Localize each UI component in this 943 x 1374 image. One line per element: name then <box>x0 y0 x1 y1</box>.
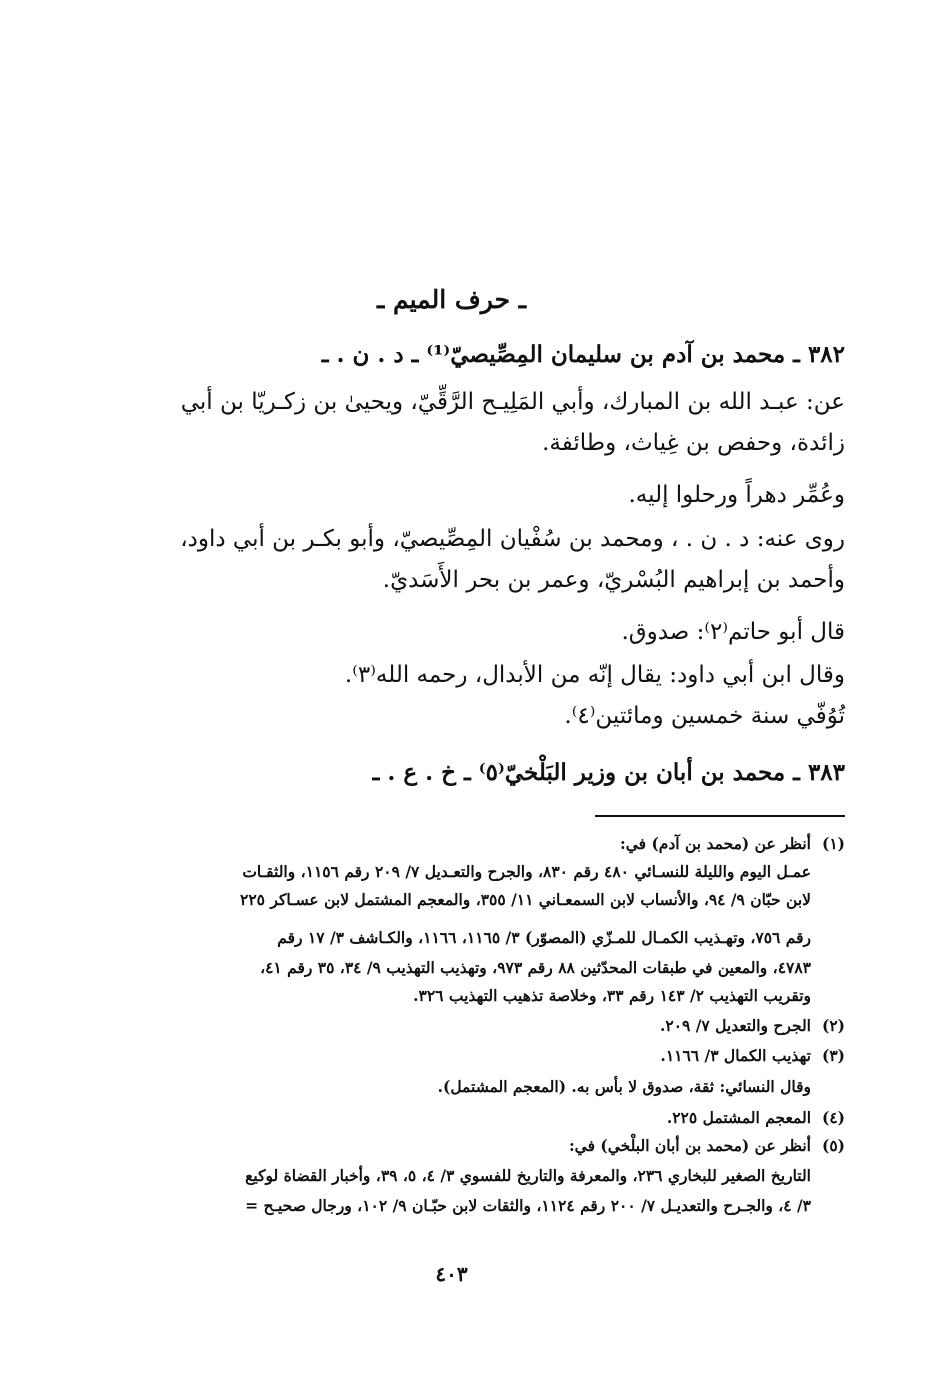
footnote-number: (٥) <box>821 1136 845 1155</box>
footnote-line: وقال النسائي: ثقة، صدوق لا بأس به. (المعجم المشتمل). <box>437 1077 811 1096</box>
entry-text-line: وقال ابن أبي داود: يقال إنّه من الأبدال، رحمه الله⁽٣⁾. <box>344 662 845 688</box>
footnote-number: (١) <box>821 834 845 853</box>
entry-text-line: تُوُفّي سنة خمسين ومائتين⁽٤⁾. <box>564 703 845 729</box>
footnote-line: ٤٧٨٣، والمعين في طبقات المحدّثين ٨٨ رقم ٩٧٣، وتهذيب التهذيب ٩/ ٣٤، ٣٥ رقم ٤١، <box>260 958 811 977</box>
entry-title: ٣٨٣ ـ محمد بن أبان بن وزير البَلْخيّ⁽٥⁾ ـ خ . ع . ـ <box>372 759 845 786</box>
page-number: ٤٠٣ <box>435 1262 468 1286</box>
footnote-line <box>125 1108 845 1128</box>
footnote-number: (٣) <box>821 1046 845 1065</box>
footnote-line <box>125 834 845 854</box>
footnote-line: وتقريب التهذيب ٢/ ١٤٣ رقم ٣٣، وخلاصة تذهيب التهذيب ٣٢٦. <box>413 986 811 1005</box>
footnote-text: أنظر عن (محمد بن أبان البلْخي) في: <box>568 1136 811 1155</box>
footnote-text: الجرح والتعديل ٧/ ٢٠٩. <box>659 1016 811 1035</box>
entry-text-line: روى عنه: د . ن . ، ومحمد بن سُفْيان المِصِّيصيّ، وأبو بكـر بن أبي داود، <box>180 526 845 552</box>
footnote-number: (٤) <box>821 1108 845 1127</box>
footnote-divider <box>595 815 845 817</box>
footnote-line: رقم ٧٥٦، وتهـذيب الكمـال للمـزّي (المصوّر) ٣/ ١١٦٥، ١١٦٦، والكـاشف ٣/ ١٧ رقم <box>277 928 811 947</box>
footnote-number: (٢) <box>821 1016 845 1035</box>
footnote-line <box>125 1046 845 1066</box>
entry-text-line: وعُمِّر دهراً ورحلوا إليه. <box>628 482 845 508</box>
footnote-line: ٣/ ٤، والجـرح والتعديـل ٧/ ٢٠٠ رقم ١١٢٤، والثقات لابن حبّـان ٩/ ١٠٢، ورجال صحيـح = <box>245 1196 811 1215</box>
footnote-text: المعجم المشتمل ٢٢٥. <box>666 1108 811 1127</box>
footnote-line <box>125 1136 845 1156</box>
footnote-text: تهذيب الكمال ٣/ ١١٦٦. <box>660 1046 811 1065</box>
footnote-line <box>125 1016 845 1036</box>
entry-text-line: وأحمد بن إبراهيم البُسْريّ، وعمر بن بحر الأَسَديّ. <box>382 567 845 593</box>
footnote-line: التاريخ الصغير للبخاري ٢٣٦، والمعرفة والتاريخ للفسوي ٣/ ٤، ٥، ٣٩، وأخبار القضاة لوكيع <box>245 1166 811 1185</box>
footnote-line: لابن حبّان ٩/ ٩٤، والأنساب لابن السمعـاني ١١/ ٣٥٥، والمعجم المشتمل لابن عسـاكر ٢٢٥ <box>240 890 811 909</box>
entry-text-line: قال أبو حاتم⁽٢⁾: صدوق. <box>621 619 845 645</box>
entry-text-line: زائدة، وحفص بن غِياث، وطائفة. <box>542 430 845 456</box>
footnote-text: أنظر عن (محمد بن آدم) في: <box>620 834 811 853</box>
section-heading: ـ حرف الميم ـ <box>376 285 527 314</box>
entry-text-line: عن: عبـد الله بن المبارك، وأبي المَلِيـح الرَّقِّيّ، ويحيىٰ بن زكـريّا بن أبي <box>180 389 845 415</box>
entry-title: ٣٨٢ ـ محمد بن آدم بن سليمان المِصِّيصيّ⁽¹⁾ ـ د . ن . ـ <box>321 341 845 368</box>
footnote-line: عمـل اليوم والليلة للنسـائي ٤٨٠ رقم ٨٣٠، والجرح والتعـديل ٧/ ٢٠٩ رقم ١١٥٦، والثقـات <box>242 862 811 881</box>
